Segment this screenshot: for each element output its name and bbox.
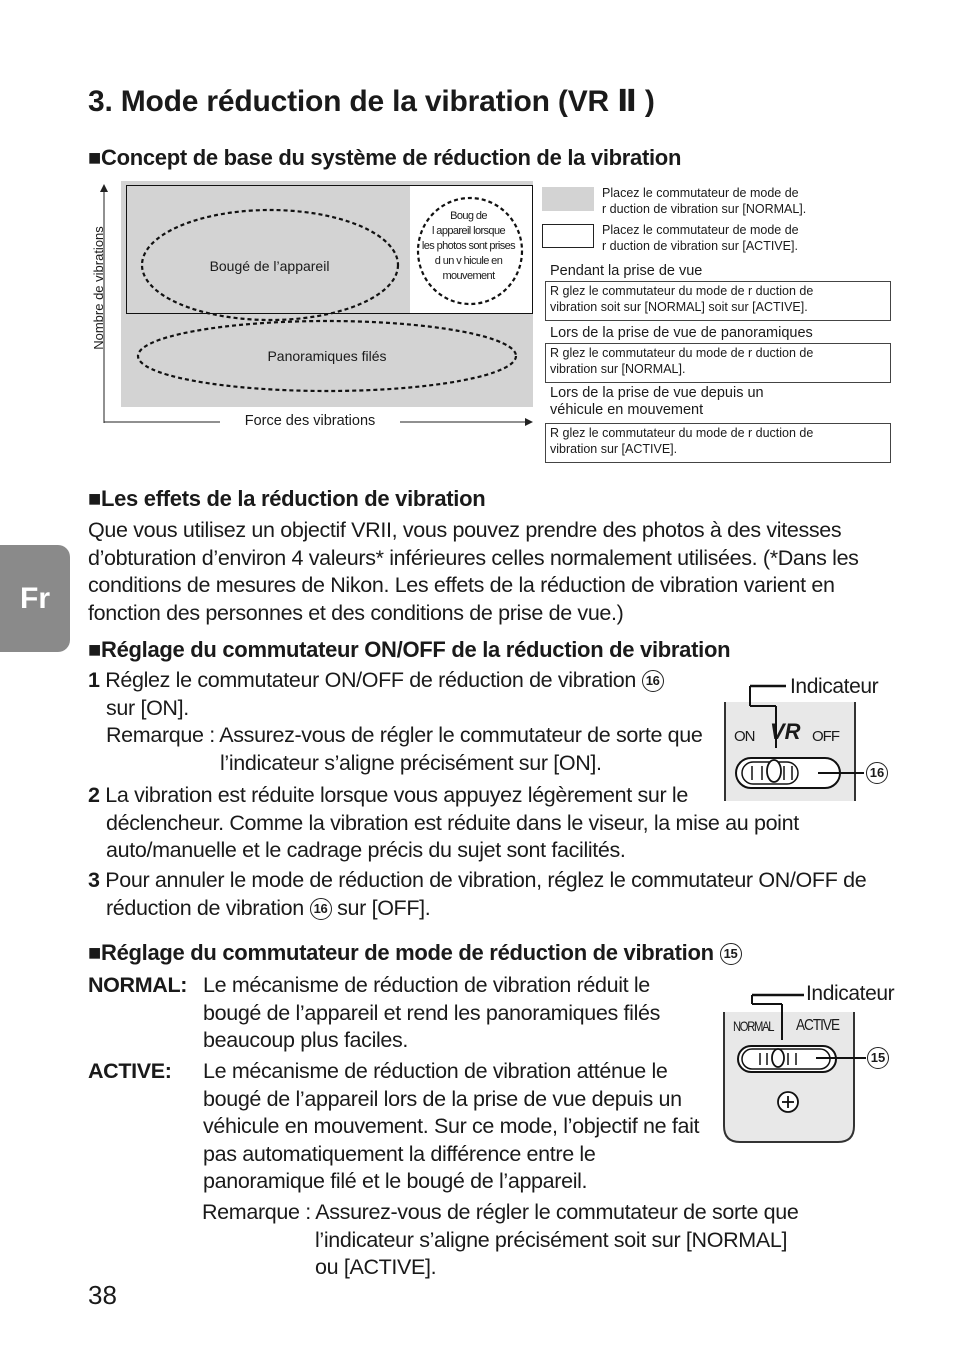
case-shooting-box: R glez le commutateur du mode de r duction de vibration soit sur [NORMAL] soit sur [ACTIVE]. xyxy=(545,281,891,321)
mode-switch-figure xyxy=(720,980,910,1145)
active-switch-label: ACTIVE xyxy=(796,1017,840,1034)
section-onoff-heading: ■Réglage du commutateur ON/OFF de la réduction de vibration xyxy=(88,637,731,662)
step-2: 2 La vibration est réduite lorsque vous appuyez légèrement sur le déclencheur. Comme la vibration est réduite dans le viseur, la mise au point auto/manuelle et le cadrage précis du sujet sont facilités. xyxy=(88,783,799,862)
off-label: OFF xyxy=(812,728,839,745)
ref-16-icon: 16 xyxy=(310,898,332,920)
vehicle-shake-label: Boug de l appareil lorsque les photos sont prises d un v hicule en mouvement xyxy=(421,210,516,282)
language-tab[interactable]: Fr xyxy=(0,545,70,652)
case-panning-box: R glez le commutateur du mode de r duction de vibration sur [NORMAL]. xyxy=(545,343,891,383)
ref-16-icon: 16 xyxy=(642,670,664,692)
indicator-label: Indicateur xyxy=(790,675,879,698)
step-3: 3 Pour annuler le mode de réduction de vibration, réglez le commutateur ON/OFF de réduction de vibration 16 sur [OFF]. xyxy=(88,868,867,920)
step-3-number: 3 xyxy=(88,868,100,892)
section-effects-heading: ■Les effets de la réduction de vibration xyxy=(88,486,486,511)
case-vehicle-label: Lors de la prise de vue depuis un véhicule en mouvement xyxy=(550,385,764,418)
step-2-number: 2 xyxy=(88,783,100,807)
ref-16-icon: 16 xyxy=(866,762,888,784)
step-1-number: 1 xyxy=(88,668,100,692)
effects-paragraph: Que vous utilisez un objectif VRII, vous pouvez prendre des photos à des vitesses d’obturation d’environ 4 valeurs* inférieures celles normalement utilisées. (*Dans les conditions de mesures de Nikon. Les effets de la réduction de vibration varient en fonction des personnes et des conditions de prise de vue.) xyxy=(88,518,859,625)
ref-15-icon: 15 xyxy=(867,1047,889,1069)
onoff-switch-figure xyxy=(722,672,902,802)
section-concept-heading: ■Concept de base du système de réduction de la vibration xyxy=(88,145,682,170)
case-panning-label: Lors de la prise de vue de panoramiques xyxy=(550,325,813,341)
legend-white-text: Placez le commutateur de mode de r duction de vibration sur [ACTIVE]. xyxy=(602,223,799,253)
normal-label: NORMAL: xyxy=(88,973,188,997)
x-axis-label: Force des vibrations xyxy=(244,413,376,429)
case-vehicle-box: R glez le commutateur du mode de r duction de vibration sur [ACTIVE]. xyxy=(545,423,891,463)
legend-white-swatch xyxy=(542,224,594,248)
vr-label: VR xyxy=(770,719,801,744)
page-title: 3. Mode réduction de la vibration (VR Ⅱ ) xyxy=(88,85,655,118)
section-mode-heading: ■Réglage du commutateur de mode de réduction de vibration 15 xyxy=(88,940,742,966)
on-label: ON xyxy=(734,728,755,745)
y-axis-label: Nombre de vibrations xyxy=(91,226,106,350)
camera-shake-label: Bougé de l’appareil xyxy=(209,258,330,274)
step-1: 1 Réglez le commutateur ON/OFF de réduction de vibration 16 sur [ON]. Remarque : Assurez-vous de régler le commutateur de sorte que l’indicateur s’aligne précisément sur [ON]. xyxy=(88,668,703,775)
mode-remark: Remarque : Assurez-vous de régler le commutateur de sorte que l’indicateur s’aligne précisément soit sur [NORMAL] ou [ACTIVE]. xyxy=(202,1200,799,1279)
normal-switch-label: NORMAL xyxy=(733,1018,774,1034)
active-label: ACTIVE: xyxy=(88,1059,172,1083)
vibration-concept-diagram xyxy=(92,180,892,470)
legend-gray-swatch xyxy=(542,187,594,211)
panning-label: Panoramiques filés xyxy=(267,348,387,364)
page-number: 38 xyxy=(88,1280,117,1310)
indicator-label: Indicateur xyxy=(806,982,895,1005)
case-shooting-label: Pendant la prise de vue xyxy=(550,263,703,279)
ref-15-icon: 15 xyxy=(720,943,742,965)
legend-gray-text: Placez le commutateur de mode de r duction de vibration sur [NORMAL]. xyxy=(602,186,807,216)
